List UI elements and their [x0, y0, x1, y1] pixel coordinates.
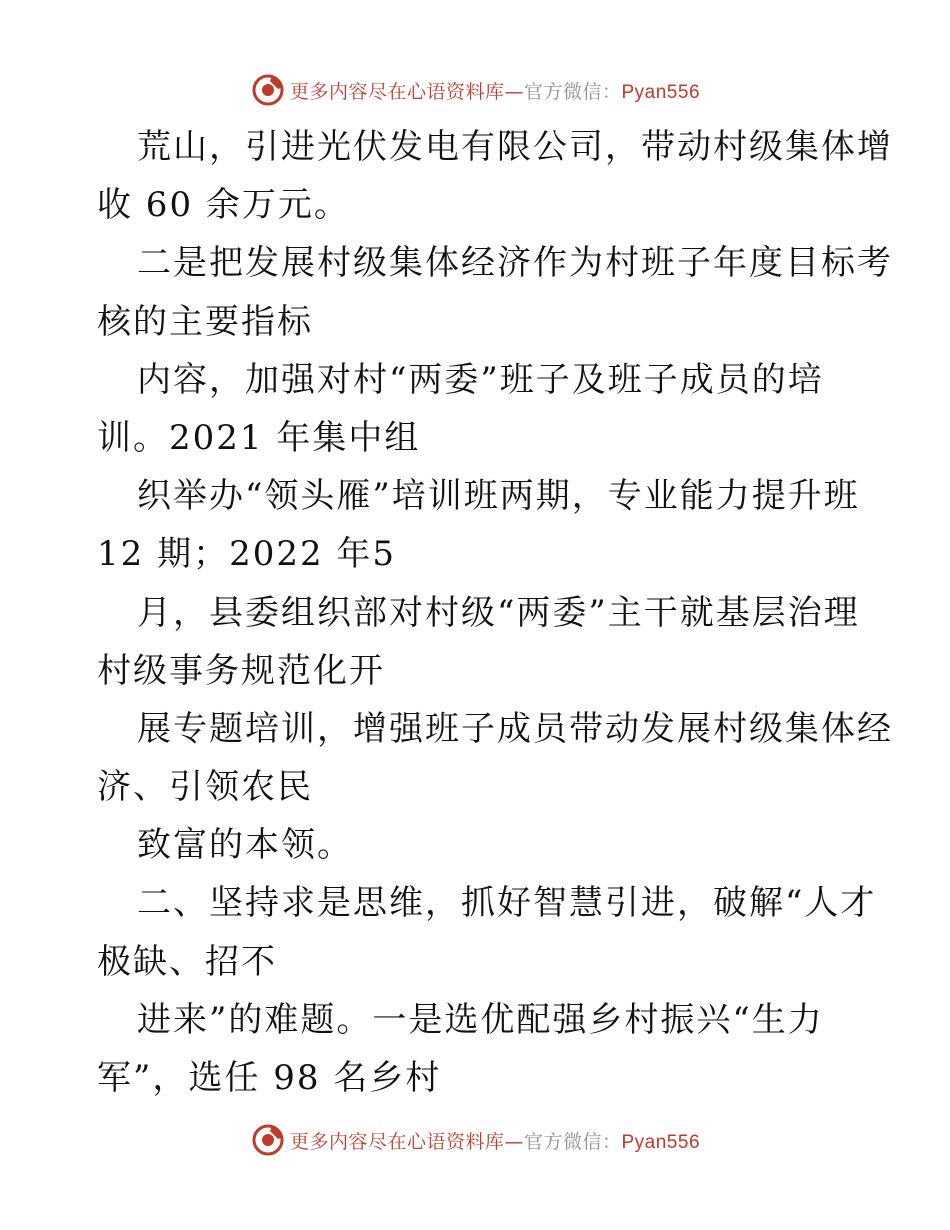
text-line: 内容，加强对村“两委”班子及班子成员的培 [137, 359, 824, 400]
text-line: 极缺、招不 [97, 941, 277, 982]
text-line: 收 60 余万元。 [97, 185, 350, 226]
footer-watermark [0, 1120, 950, 1160]
header-watermark [0, 70, 950, 110]
text-line: 月，县委组织部对村级“两委”主干就基层治理 [137, 592, 860, 633]
text-line: 二、坚持求是思维，抓好智慧引进，破解“人才 [137, 883, 877, 924]
text-line: 村级事务规范化开 [97, 650, 385, 691]
text-line: 12 期；2022 年5 [97, 534, 397, 575]
text-line: 训。2021 年集中组 [97, 417, 421, 458]
text-line: 织举办“领头雁”培训班两期，专业能力提升班 [137, 476, 860, 517]
text-line: 核的主要指标 [97, 301, 313, 342]
text-line: 荒山，引进光伏发电有限公司，带动村级集体增 [137, 127, 893, 167]
logo-icon [250, 1122, 286, 1158]
text-line: 二是把发展村级集体经济作为村班子年度目标考 [137, 243, 893, 284]
text-line: 致富的本领。 [137, 825, 353, 866]
watermark-text: 更多内容尽在心语资料库—官方微信：Pyan556 [289, 1130, 701, 1153]
watermark-text: 更多内容尽在心语资料库—官方微信：Pyan556 [289, 80, 701, 103]
text-line: 军”，选任 98 名乡村 [97, 1058, 442, 1098]
logo-icon [250, 72, 286, 108]
text-line: 济、引领农民 [97, 767, 313, 808]
document-body [97, 118, 893, 1107]
text-line: 展专题培训，增强班子成员带动发展村级集体经 [137, 708, 893, 749]
text-line: 进来”的难题。一是选优配强乡村振兴“生力 [137, 999, 824, 1040]
